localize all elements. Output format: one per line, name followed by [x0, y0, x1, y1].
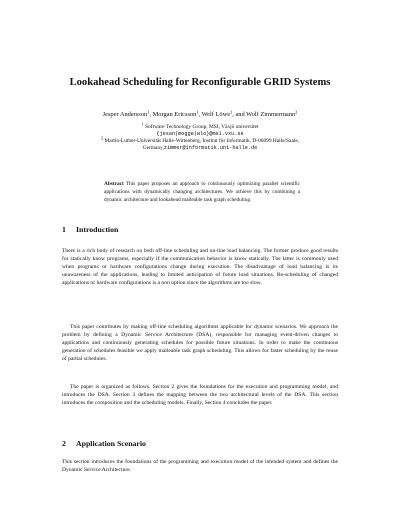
author-name: Morgan Ericsson — [152, 111, 197, 118]
affiliation-mark: 2 — [100, 135, 104, 141]
abstract-label: Abstract — [104, 181, 124, 187]
affiliation-country: Germany, — [142, 145, 164, 151]
body-paragraph: This paper contributes by making off-line scheduling algorithms applicable for dynamic scenarios. We approach the problem by defining a Dynamic Service Architecture (DSA), responsible for managing event-driven changes to applications and continuously generating schedules for possible future situations. In order to make the continuous generation of schedules feasible we apply malleable task graph scheduling. This allows for faster scheduling by the reuse of partial schedules. — [62, 324, 338, 363]
affiliation-mark: 1 — [141, 121, 144, 127]
author-separator: , — [149, 111, 153, 118]
affiliation-text: Martin-Luther-Universität Halle-Wittenberg, Institut für Informatik, D-06099 Halle/Saale, — [104, 138, 300, 144]
author-affiliation-mark: 1 — [147, 109, 150, 115]
body-paragraph: This section introduces the foundations of the programming and execution model of the intended system and defines the Dynamic Service Architecture. — [62, 459, 338, 474]
abstract — [104, 181, 300, 204]
body-paragraph: There is a rich body of research on both off-line scheduling and on-line load balancing. The former produce good results for statically know programs, especially if the communication behavior is know statically. The latter is commonly used when programs or hardware configurations change during execution. The disadvantage of load balancing is its unawareness of the applications, leading to limited anticipation of future load situations. Re-scheduling of changed applications or hardware configurations is a non option since the algorithms are too slow. — [62, 248, 338, 287]
section-number: 2 — [62, 439, 66, 448]
affiliation-2 — [50, 135, 350, 145]
abstract-text: This paper proposes an approach to continuously optimizing parallel scientific applications with dynamically changing architectures. We achieve this by combining a dynamic architecture and lookahead malleable task graph scheduling. — [104, 181, 301, 203]
affiliation-1-email: {jesan|mogge|wlo}@msi.vxu.se — [156, 131, 244, 137]
affiliation-2-email: zimmer@informatik.uni-halle.de — [163, 145, 258, 151]
paper-title: Lookahead Scheduling for Reconfigurable GRID Systems — [69, 77, 331, 88]
section-title: Application Scenario — [76, 439, 146, 448]
affiliation-1 — [70, 121, 330, 131]
author-separator: , — [198, 111, 202, 118]
affiliation-text: Software Technology Group, MSI, Växjö universitet — [145, 124, 259, 130]
author-affiliation-mark: 1 — [230, 109, 233, 115]
author-name: Wolf Zimmermann — [246, 111, 296, 118]
section-heading-introduction — [62, 225, 118, 235]
author-name: Welf Löwe — [201, 111, 231, 118]
author-affiliation-mark: 1 — [196, 109, 199, 115]
body-paragraph: The paper is organized as follows. Section 2 gives the foundations for the execution and programming model, and introduces the DSA. Section 3 defines the mapping between the two architectural levels of the DSA. This section introduces the composition and the scheduling models. Finally, Section 4 concludes the paper. — [62, 384, 338, 407]
author-name: Jesper Andersson — [102, 111, 148, 118]
author-affiliation-mark: 2 — [295, 109, 298, 115]
affiliation-2-line-2 — [50, 145, 350, 152]
section-number: 1 — [62, 225, 66, 234]
section-heading-application-scenario — [62, 439, 146, 449]
author-separator: , and — [232, 111, 247, 118]
section-title: Introduction — [76, 225, 119, 234]
author-list — [50, 111, 350, 119]
